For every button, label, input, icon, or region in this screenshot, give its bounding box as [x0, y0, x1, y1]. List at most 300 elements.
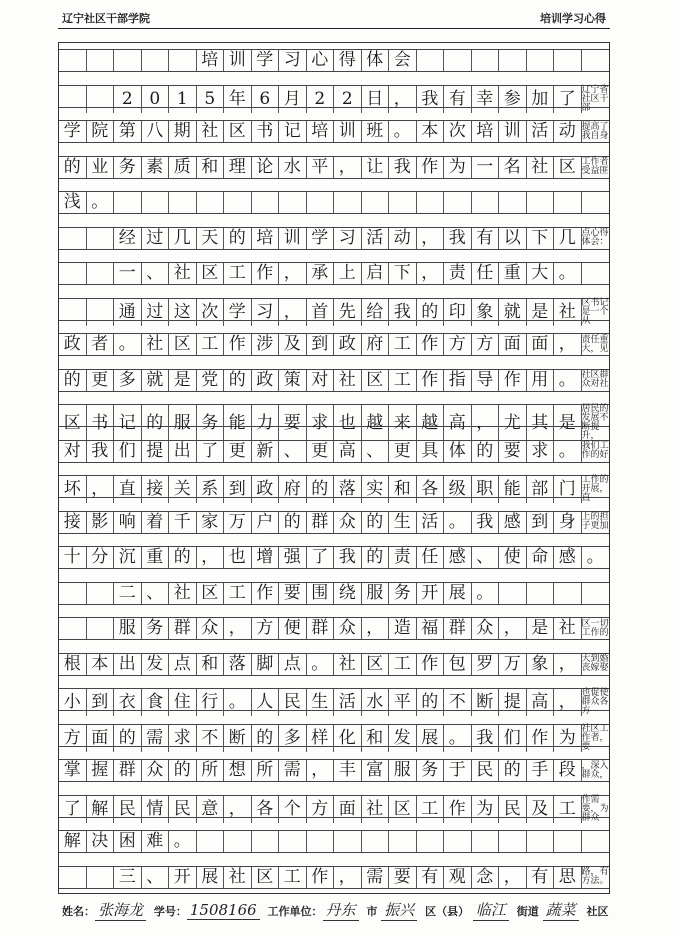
student-id-value: 1508166	[187, 901, 260, 920]
grid-cell: 点	[169, 654, 197, 675]
grid-cell: ，	[554, 334, 582, 355]
grid-cell: 日	[362, 86, 390, 113]
grid-cell: 2	[334, 86, 362, 113]
grid-cell: 断	[224, 725, 252, 752]
grid-cell: 的	[169, 760, 197, 781]
grid-cell: ，	[417, 263, 445, 284]
grid-cell: 及	[527, 796, 555, 823]
grid-cell: 活	[527, 121, 555, 142]
community-value: 蔬菜	[543, 899, 579, 921]
grid-cell: 围	[307, 583, 335, 604]
grid-cell: 重	[499, 263, 527, 284]
grid-cell: 。	[444, 512, 472, 533]
grid-cell: 辽宁省社区干部	[581, 84, 609, 113]
grid-cell: 福	[417, 618, 445, 639]
grid-cell: 门	[554, 476, 582, 503]
grid-cell: 论	[252, 157, 280, 178]
grid-cell: 理	[224, 157, 252, 178]
grid-cell: 影	[87, 512, 115, 533]
manuscript-row	[59, 723, 609, 752]
grid-cell: 象	[527, 654, 555, 675]
grid-cell	[279, 831, 307, 852]
grid-cell: 服	[169, 405, 197, 441]
grid-cell	[389, 831, 417, 852]
grid-cell: 2	[307, 86, 335, 113]
grid-cell	[59, 583, 87, 604]
grid-cell: 为	[472, 796, 500, 823]
grid-cell: 服	[114, 618, 142, 639]
grid-cell: 经	[114, 228, 142, 249]
grid-cell: 大到婚丧嫁娶	[581, 654, 609, 674]
grid-cell: 来	[389, 405, 417, 441]
grid-cell: 、	[142, 583, 170, 604]
grid-cell	[582, 263, 610, 284]
grid-cell: 食	[142, 689, 170, 716]
grid-cell: 强	[279, 547, 307, 568]
grid-cell: 一	[114, 263, 142, 284]
grid-cell: 和	[362, 725, 390, 752]
grid-cell: 化	[334, 725, 362, 752]
grid-cell: 职	[472, 476, 500, 503]
grid-cell: 府	[279, 476, 307, 503]
grid-cell: 我	[389, 299, 417, 326]
manuscript-row	[59, 262, 609, 285]
grid-cell: 民	[169, 796, 197, 823]
grid-cell	[169, 192, 197, 213]
grid-cell: 区	[362, 370, 390, 391]
grid-cell: 工作的开展，直	[581, 475, 609, 504]
manuscript-row	[59, 191, 609, 214]
grid-cell: 、	[472, 547, 500, 568]
grid-cell	[499, 831, 527, 852]
grid-cell: 过	[142, 228, 170, 249]
grid-cell: 。	[87, 192, 115, 213]
grid-cell	[554, 583, 582, 604]
grid-cell	[224, 192, 252, 213]
grid-cell: 重	[142, 547, 170, 568]
grid-cell: 求	[527, 441, 555, 462]
grid-cell: 是	[527, 299, 555, 326]
grid-cell: 和	[389, 476, 417, 503]
grid-cell: 社	[362, 796, 390, 823]
grid-cell: 开	[169, 867, 197, 888]
grid-cell: 任	[417, 547, 445, 568]
grid-cell: 责任重大，见	[581, 334, 609, 354]
manuscript-row	[59, 475, 609, 504]
manuscript-row	[59, 49, 609, 72]
grid-cell: 力	[252, 405, 280, 441]
grid-cell: ，	[224, 618, 252, 639]
grid-cell: 落	[334, 476, 362, 503]
grid-cell: 尤	[499, 405, 527, 441]
grid-cell	[389, 192, 417, 213]
grid-cell	[554, 831, 582, 852]
grid-cell: 解	[87, 796, 115, 823]
grid-cell: 增	[252, 547, 280, 568]
grid-cell: 培	[252, 228, 280, 249]
grid-cell: 是	[554, 405, 582, 441]
grid-cell: 要	[389, 867, 417, 888]
grid-cell: 区	[389, 796, 417, 823]
grid-cell: ，	[224, 796, 252, 823]
grid-cell: 让	[362, 157, 390, 178]
grid-cell: 区	[197, 263, 225, 284]
grid-cell: 工	[417, 796, 445, 823]
grid-cell: 众	[472, 618, 500, 639]
grid-cell: ，	[389, 86, 417, 113]
name-value: 张海龙	[95, 899, 146, 921]
grid-cell: ，	[197, 547, 225, 568]
grid-cell: 训	[334, 121, 362, 142]
grid-cell: 作	[224, 334, 252, 355]
grid-cell: 情	[142, 796, 170, 823]
grid-cell: 作需要，为群众	[581, 794, 609, 823]
grid-cell: 面	[527, 334, 555, 355]
grid-cell: 下	[389, 263, 417, 284]
grid-cell: 训	[224, 50, 252, 71]
grid-cell: 掌	[59, 760, 87, 781]
grid-cell	[444, 192, 472, 213]
grid-cell: 素	[142, 157, 170, 178]
grid-cell: 用	[527, 370, 555, 391]
grid-cell: 了	[554, 86, 582, 113]
grid-cell: 命	[527, 547, 555, 568]
grid-cell: 有	[527, 867, 555, 888]
grid-cell	[279, 192, 307, 213]
street-label: 街道	[516, 905, 539, 918]
grid-cell: 众	[334, 618, 362, 639]
grid-cell: 务	[142, 618, 170, 639]
grid-cell: 社区群众对社	[581, 370, 609, 390]
grid-cell	[334, 831, 362, 852]
grid-cell: 作	[417, 370, 445, 391]
grid-cell: 衣	[114, 689, 142, 716]
grid-cell	[307, 831, 335, 852]
grid-cell: 我	[87, 441, 115, 462]
grid-cell: 也	[334, 405, 362, 441]
grid-cell: 高	[527, 689, 555, 716]
grid-cell: 一	[472, 157, 500, 178]
grid-cell: 了	[59, 796, 87, 823]
grid-cell: ，深入群众，	[581, 760, 609, 780]
manuscript-row	[59, 369, 609, 392]
grid-cell: 越	[362, 405, 390, 441]
grid-cell: 多	[279, 725, 307, 752]
grid-cell: 党	[197, 370, 225, 391]
grid-cell: 府	[362, 334, 390, 355]
grid-cell: 根	[59, 654, 87, 675]
grid-cell: 体	[444, 441, 472, 462]
grid-cell: 记	[114, 405, 142, 441]
grid-cell: 着	[142, 512, 170, 533]
grid-cell: 训	[499, 121, 527, 142]
grid-cell: 求	[169, 725, 197, 752]
manuscript-row	[59, 227, 609, 250]
grid-cell: 及	[279, 334, 307, 355]
grid-cell: 有	[472, 228, 500, 249]
grid-cell: ，	[499, 867, 527, 888]
grid-cell: 对	[59, 441, 87, 462]
grid-cell: 对	[307, 370, 335, 391]
manuscript-row	[59, 582, 609, 605]
grid-cell: 展	[417, 725, 445, 752]
grid-cell: 第	[114, 121, 142, 142]
grid-cell: 期	[169, 121, 197, 142]
grid-cell: 幸	[472, 86, 500, 113]
grid-cell: 就	[142, 370, 170, 391]
grid-cell: 高	[334, 441, 362, 462]
grid-cell: 6	[252, 86, 280, 113]
grid-cell: 和	[197, 157, 225, 178]
grid-cell	[499, 192, 527, 213]
grid-cell: 的	[362, 547, 390, 568]
grid-cell: 需	[362, 867, 390, 888]
grid-cell: 的	[472, 441, 500, 462]
grid-cell: 学	[307, 228, 335, 249]
manuscript-row	[59, 653, 609, 676]
grid-cell: 的	[307, 476, 335, 503]
grid-cell	[417, 831, 445, 852]
grid-cell	[582, 583, 610, 604]
manuscript-row	[59, 120, 609, 143]
grid-cell	[582, 831, 610, 852]
grid-cell	[582, 50, 610, 71]
grid-cell: 上的担子更加	[581, 512, 609, 532]
grid-cell: 路，有方法。	[581, 867, 609, 887]
grid-cell: 断	[472, 689, 500, 716]
grid-cell: 大	[527, 263, 555, 284]
grid-cell: 我	[472, 512, 500, 533]
grid-cell: 绕	[334, 583, 362, 604]
grid-cell: 的	[59, 370, 87, 391]
grid-cell: 习	[252, 299, 280, 326]
grid-cell: 。	[169, 831, 197, 852]
grid-cell: 不	[444, 689, 472, 716]
grid-cell: 方	[472, 334, 500, 355]
city-value: 丹东	[323, 899, 359, 921]
grid-cell: 工	[389, 370, 417, 391]
grid-cell: 区	[224, 121, 252, 142]
grid-cell: 水	[362, 689, 390, 716]
grid-cell: 。	[586, 547, 604, 568]
grid-cell: 越	[417, 405, 445, 441]
grid-cell: 给	[362, 299, 390, 326]
grid-cell: 握	[87, 760, 115, 781]
grid-cell: 作	[417, 654, 445, 675]
grid-cell: 感	[554, 547, 582, 568]
grid-cell: 工	[389, 334, 417, 355]
grid-cell: 社	[334, 654, 362, 675]
grid-cell: 学	[59, 121, 87, 142]
grid-cell: 面	[334, 796, 362, 823]
grid-cell: 启	[362, 263, 390, 284]
grid-cell: 群	[444, 618, 472, 639]
grid-cell: 。	[389, 121, 417, 142]
grid-cell: 区书记是一个从	[581, 297, 609, 326]
grid-cell: 作	[307, 867, 335, 888]
manuscript-row	[59, 759, 609, 782]
grid-cell: 本	[417, 121, 445, 142]
grid-cell: 为	[444, 157, 472, 178]
grid-cell: 培	[307, 121, 335, 142]
grid-cell: 系	[197, 476, 225, 503]
grid-cell: 社区工作者，要	[581, 723, 609, 752]
grid-cell	[444, 831, 472, 852]
grid-cell: 我	[417, 86, 445, 113]
grid-cell: 社	[224, 867, 252, 888]
grid-cell	[59, 263, 87, 284]
grid-cell: 次	[197, 299, 225, 326]
manuscript-row	[59, 404, 609, 442]
grid-cell	[59, 299, 87, 326]
manuscript-row	[59, 333, 609, 356]
street-value: 临江	[473, 899, 509, 921]
grid-cell: ，	[307, 760, 335, 781]
grid-cell: ，	[417, 228, 445, 249]
grid-cell: 各	[252, 796, 280, 823]
grid-cell	[444, 50, 472, 71]
grid-cell	[87, 299, 115, 326]
grid-cell: 决	[87, 831, 115, 852]
institution-header: 辽宁社区干部学院	[62, 12, 150, 25]
grid-cell: 我	[389, 157, 417, 178]
grid-cell: 方	[444, 334, 472, 355]
grid-cell: 我	[444, 228, 472, 249]
grid-cell: 承	[307, 263, 335, 284]
grid-cell	[527, 50, 555, 71]
grid-cell	[142, 50, 170, 71]
manuscript-row	[59, 156, 609, 179]
grid-cell: 5	[197, 86, 225, 113]
grid-cell: 是	[169, 370, 197, 391]
grid-cell: 众	[142, 760, 170, 781]
grid-cell	[197, 192, 225, 213]
grid-cell: 先	[334, 299, 362, 326]
grid-cell: 要	[279, 405, 307, 441]
grid-cell: 脚	[252, 654, 280, 675]
grid-cell: 接	[142, 476, 170, 503]
grid-cell: 沉	[114, 547, 142, 568]
grid-cell	[334, 192, 362, 213]
grid-cell: 其	[527, 405, 555, 441]
grid-cell: 我们工作的好	[581, 441, 609, 461]
grid-cell: 点心得体会：	[581, 228, 609, 248]
grid-cell: 段	[554, 760, 582, 781]
grid-cell	[499, 583, 527, 604]
grid-cell: 政	[334, 334, 362, 355]
grid-cell	[59, 618, 87, 639]
work-unit-label: 工作单位：	[267, 905, 323, 918]
grid-cell: 的	[417, 689, 445, 716]
grid-cell: 小	[59, 689, 87, 716]
grid-cell: 这	[169, 299, 197, 326]
grid-cell: 的	[114, 725, 142, 752]
grid-cell: 几	[554, 228, 582, 249]
grid-cell: 念	[472, 867, 500, 888]
grid-cell: 。	[472, 583, 500, 604]
grid-cell	[114, 50, 142, 71]
grid-cell: 区	[59, 405, 87, 441]
grid-cell: 样	[307, 725, 335, 752]
grid-cell: 面	[499, 334, 527, 355]
grid-cell: 多	[114, 370, 142, 391]
header-divider	[58, 28, 610, 29]
grid-cell: ，	[334, 157, 362, 178]
grid-cell: 观	[444, 867, 472, 888]
grid-cell: 几	[169, 228, 197, 249]
grid-cell: 区	[362, 654, 390, 675]
grid-cell: 社	[334, 370, 362, 391]
grid-cell: 十	[59, 547, 87, 568]
grid-cell	[554, 50, 582, 71]
grid-cell	[417, 50, 445, 71]
grid-cell: 年	[224, 86, 252, 113]
grid-cell: 有	[417, 867, 445, 888]
grid-cell: 造	[389, 618, 417, 639]
grid-cell: 社	[169, 583, 197, 604]
grid-cell: 要	[279, 583, 307, 604]
grid-cell: 加	[527, 86, 555, 113]
grid-cell: 作	[417, 334, 445, 355]
name-label: 姓名：	[62, 905, 95, 918]
grid-cell: 的	[499, 760, 527, 781]
grid-cell: 区一切工作的	[581, 618, 609, 638]
grid-cell: 更	[87, 370, 115, 391]
grid-cell	[527, 583, 555, 604]
grid-cell: 的	[224, 370, 252, 391]
grid-cell: ，	[472, 405, 500, 441]
grid-cell: 的	[417, 299, 445, 326]
grid-cell: 、	[279, 441, 307, 462]
grid-cell: 学	[252, 50, 280, 71]
grid-cell: 。	[444, 725, 472, 752]
grid-cell	[87, 583, 115, 604]
grid-cell: 的	[169, 547, 197, 568]
grid-cell: 的	[252, 725, 280, 752]
grid-cell: 工作者受益匪	[581, 157, 609, 177]
grid-cell: 生	[389, 512, 417, 533]
grid-cell: 便	[279, 618, 307, 639]
grid-cell: 业	[87, 157, 115, 178]
grid-cell: 会	[389, 50, 417, 71]
grid-cell: 涉	[252, 334, 280, 355]
grid-cell: 能	[224, 405, 252, 441]
grid-cell: 、	[142, 867, 170, 888]
grid-cell: 作	[252, 263, 280, 284]
grid-cell	[87, 228, 115, 249]
grid-cell	[197, 831, 225, 852]
grid-cell	[87, 50, 115, 71]
grid-cell: 本	[87, 654, 115, 675]
grid-cell: 区	[554, 157, 582, 178]
grid-cell: 了	[197, 441, 225, 462]
grid-cell: 服	[362, 583, 390, 604]
grid-cell: 坏	[59, 476, 87, 503]
grid-cell: 为	[554, 725, 582, 752]
grid-cell: 各	[417, 476, 445, 503]
grid-cell: 指	[444, 370, 472, 391]
grid-cell: ，	[334, 867, 362, 888]
grid-cell	[499, 50, 527, 71]
grid-cell: 印	[444, 299, 472, 326]
grid-cell: 区	[197, 583, 225, 604]
grid-cell: 体	[362, 50, 390, 71]
grid-cell: 、	[142, 263, 170, 284]
grid-cell: 社	[554, 299, 582, 326]
grid-cell: 丰	[334, 760, 362, 781]
grid-cell: 动	[554, 121, 582, 142]
grid-cell: 了	[307, 547, 335, 568]
